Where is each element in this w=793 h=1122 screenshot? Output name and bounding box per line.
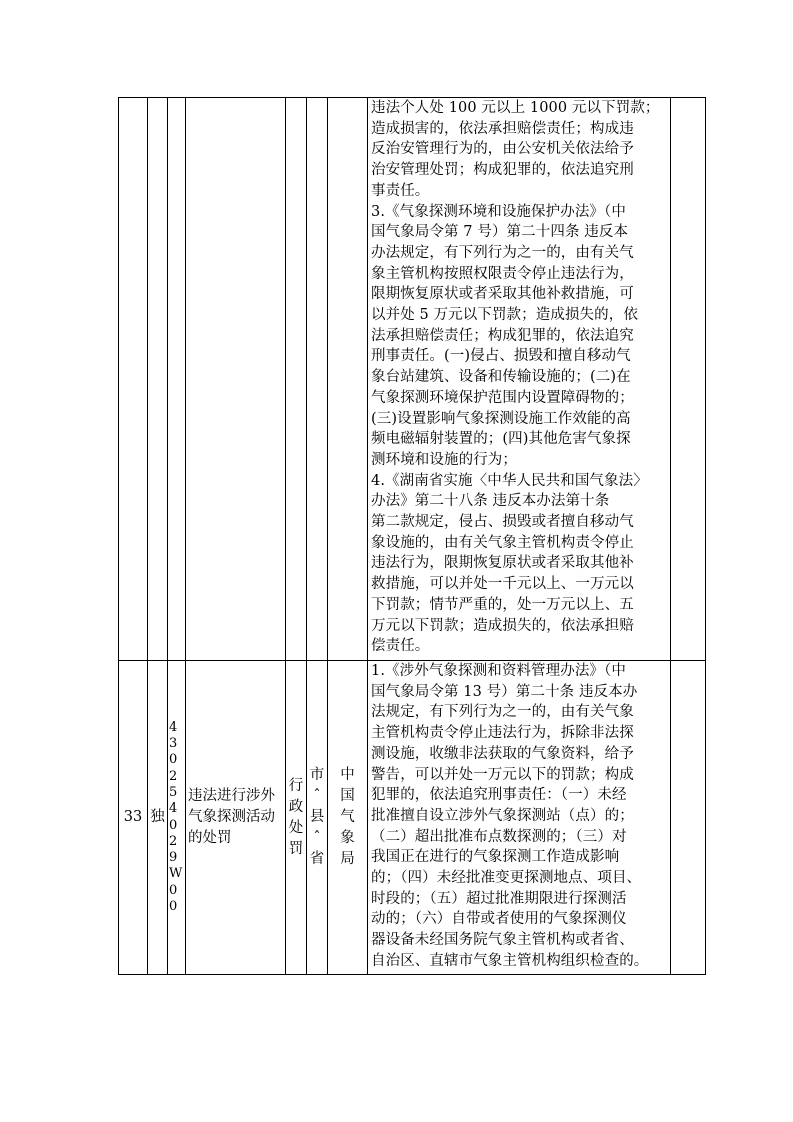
legal-basis-line: 法规定，有下列行为之一的，由有关气象: [371, 704, 634, 721]
category-cell: [286, 661, 307, 975]
legal-basis-line: 下罚款；情节严重的，处一万元以上、五: [371, 596, 634, 613]
legal-basis-line: 偿责任。: [371, 638, 430, 655]
legal-basis-cell: [368, 661, 671, 975]
legal-basis-line: 测环境和设施的行为；: [371, 451, 517, 468]
dept-text: 中国气象局: [340, 767, 355, 867]
legal-basis-text: [371, 98, 668, 657]
dept-cell: [328, 98, 368, 661]
legal-basis-line: 办法》第二十八条 违反本办法第十条: [371, 493, 610, 510]
legal-basis-line: 违法个人处 100 元以上 1000 元以下罚款；: [371, 100, 660, 116]
legal-basis-line: 象台站建筑、设备和传输设施的；(二)在: [371, 369, 631, 386]
legal-basis-line: 国气象局令第 13 号）第二十条 违反本办: [371, 683, 638, 700]
legal-basis-line: 时段的；（五）超过批准期限进行探测活: [371, 890, 627, 907]
code-cell: [168, 98, 186, 661]
level-cell: [307, 98, 328, 661]
legal-basis-line: 限期恢复原状或者采取其他补救措施，可: [371, 286, 634, 303]
legal-basis-line: 事责任。: [371, 182, 430, 199]
legal-basis-line: 犯罪的，依法追究刑事责任：（一）未经: [371, 787, 627, 804]
legal-basis-text: [371, 661, 668, 972]
legal-basis-line: (三)设置影响气象探测设施工作效能的高: [371, 410, 631, 427]
legal-basis-line: 造成损害的，依法承担赔偿责任；构成违: [371, 120, 634, 137]
legal-basis-line: 法承担赔偿责任；构成犯罪的，依法追究: [371, 327, 634, 344]
type-cell: [148, 98, 168, 661]
legal-basis-line: 象设施的，由有关气象主管机构责令停止: [371, 534, 634, 551]
legal-basis-line: （二）超出批准布点数探测的；（三）对: [371, 828, 627, 845]
remark-cell: [671, 661, 706, 975]
legal-basis-line: 万元以下罚款；造成损失的，依法承担赔: [371, 617, 634, 634]
name-text: 违法进行涉外气象探测活动的处罚: [188, 788, 275, 846]
type-cell: [148, 661, 168, 975]
legal-basis-line: 动的；（六）自带或者使用的气象探测仪: [371, 911, 627, 928]
category-text: 行政处罚: [288, 777, 304, 857]
remark-cell: [671, 98, 706, 661]
legal-basis-line: 我国正在进行的气象探测工作造成影响: [371, 849, 620, 866]
name-cell: [186, 98, 286, 661]
legal-basis-line: 4.《湖南省实施〈中华人民共和国气象法〉: [371, 472, 648, 489]
name-cell: [186, 661, 286, 975]
dept-cell: [328, 661, 368, 975]
seq-text: 33: [123, 809, 143, 826]
legal-basis-line: 警告，可以并处一万元以下的罚款；构成: [371, 766, 634, 783]
legal-basis-cell: [368, 98, 671, 661]
legal-basis-line: 办法规定，有下列行为之一的，由有关气: [371, 244, 634, 261]
legal-basis-line: 以并处 5 万元以下罚款；造成损失的，依: [371, 307, 638, 324]
seq-cell: [119, 661, 148, 975]
legal-basis-line: 气象探测环境保护范围内设置障碍物的；: [371, 389, 634, 406]
legal-basis-line: 国气象局令第 7 号）第二十四条 违反本: [371, 224, 629, 241]
level-cell: [307, 661, 328, 975]
legal-basis-line: 3.《气象探测环境和设施保护办法》（中: [371, 203, 626, 220]
legal-basis-line: 器设备未经国务院气象主管机构或者省、: [371, 932, 634, 949]
legal-basis-line: 测设施，收缴非法获取的气象资料，给予: [371, 745, 634, 762]
legal-basis-line: 违法行为，限期恢复原状或者采取其他补: [371, 555, 634, 572]
legal-basis-line: 救措施，可以并处一千元以上、一万元以: [371, 576, 634, 593]
legal-basis-line: 的；（四）未经批准变更探测地点、项目、: [371, 870, 642, 887]
legal-basis-line: 频电磁辐射装置的；(四)其他危害气象探: [371, 431, 631, 448]
legal-basis-line: 刑事责任。(一)侵占、损毁和擅自移动气: [371, 348, 631, 365]
legal-basis-line: 1.《涉外气象探测和资料管理办法》（中: [371, 663, 626, 679]
code-text: 430254029W00: [169, 719, 183, 914]
table-row: [119, 661, 706, 975]
legal-basis-line: 主管机构责令停止违法行为，拆除非法探: [371, 725, 634, 742]
legal-basis-line: 象主管机构按照权限责令停止违法行为，: [371, 265, 634, 282]
category-cell: [286, 98, 307, 661]
legal-basis-line: 治安管理处罚；构成犯罪的，依法追究刑: [371, 162, 634, 179]
type-text: 独: [150, 809, 165, 826]
table-row: [119, 98, 706, 661]
code-cell: [168, 661, 186, 975]
power-list-table: [118, 97, 706, 975]
level-text: 市ˆ县ˆ省: [309, 767, 325, 867]
legal-basis-line: 批准擅自设立涉外气象探测站（点）的；: [371, 807, 634, 824]
legal-basis-line: 第二款规定，侵占、损毁或者擅自移动气: [371, 514, 634, 531]
legal-basis-line: 反治安管理行为的，由公安机关依法给予: [371, 141, 634, 158]
seq-cell: [119, 98, 148, 661]
legal-basis-line: 自治区、直辖市气象主管机构组织检查的。: [371, 952, 649, 969]
